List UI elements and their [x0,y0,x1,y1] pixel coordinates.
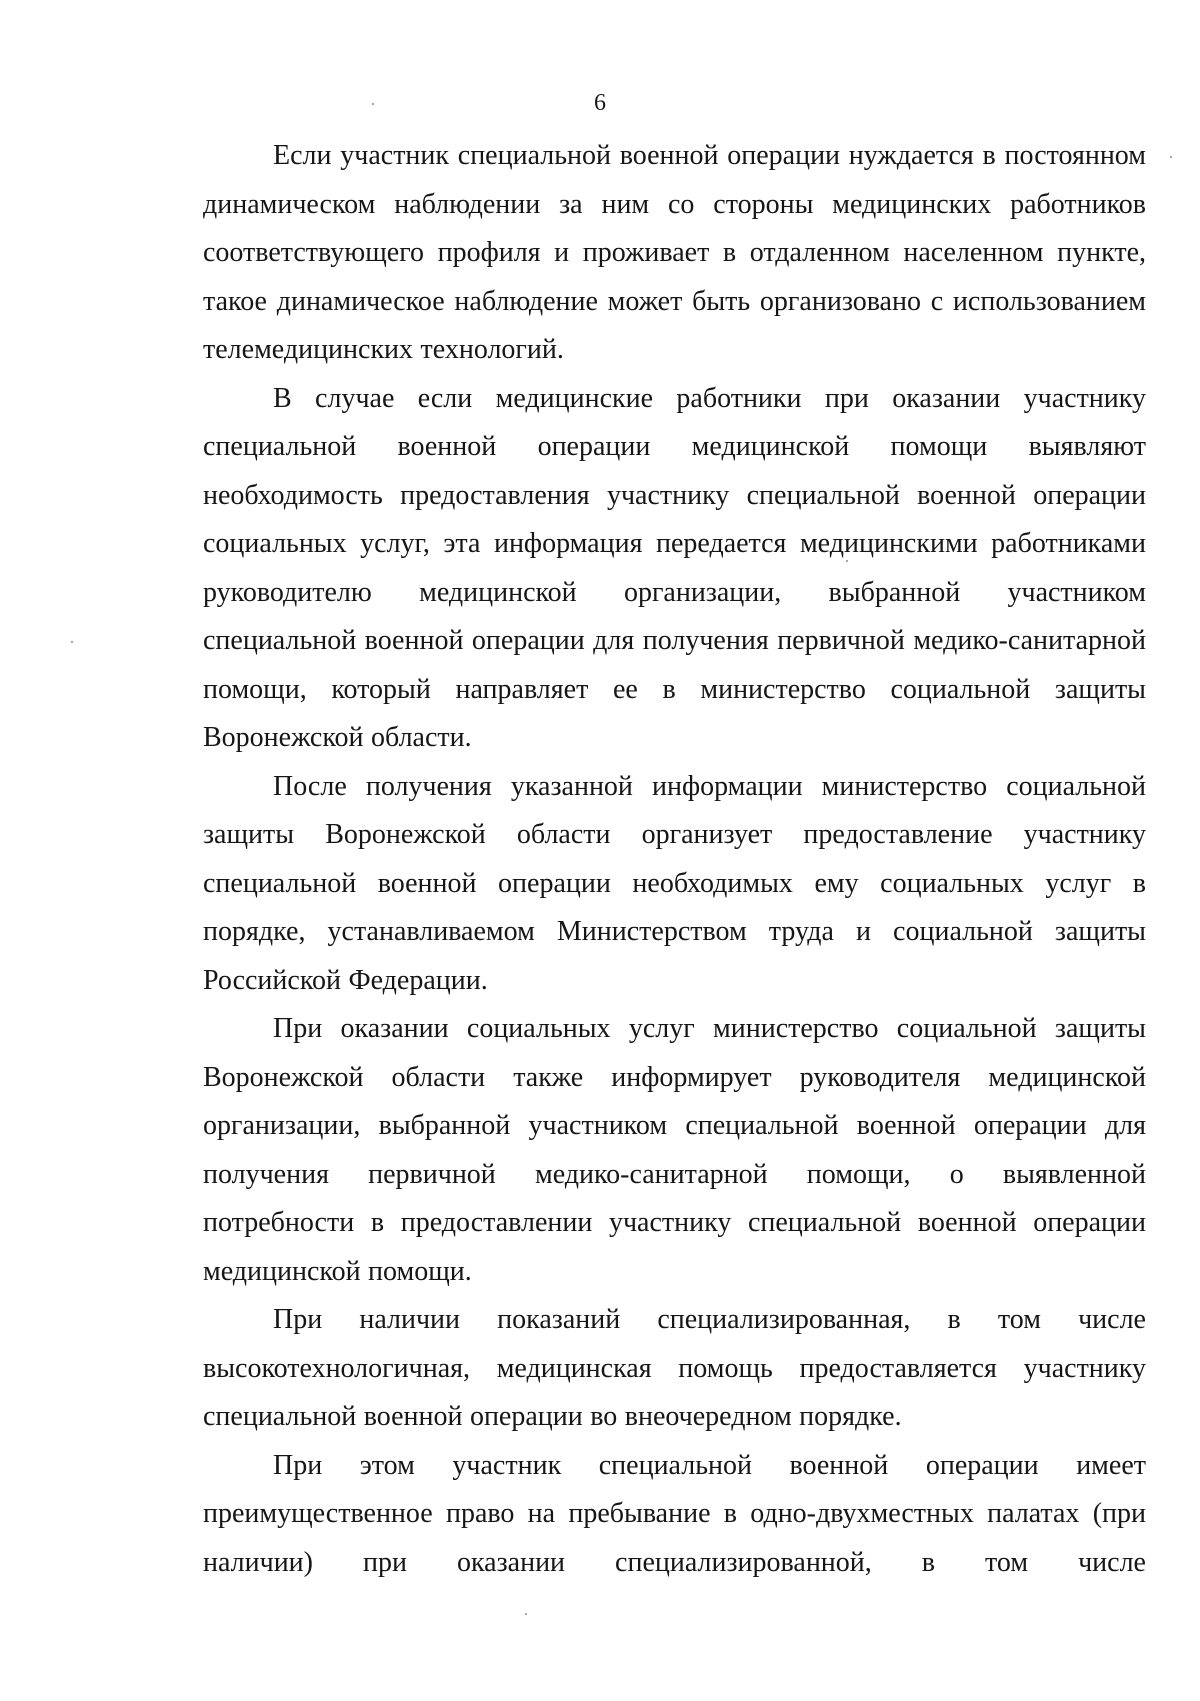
paragraph-medical-need-notification: При оказании социальных услуг министерство социальной защиты Воронежской области также информирует руководителя медицинской организации, выбранной участником специальной военной операции для получения первичной медико-санитарной помощи, о выявленной потребности в предоставлении участнику специальной военной операции медицинской помощи. [203,1013,1146,1287]
scan-speck [372,103,374,105]
scan-speck [1170,156,1172,158]
page-number: 6 [594,90,606,116]
paragraph-ward-priority: При этом участник специальной военной операции имеет преимущественное право на пребывание в одно-двухместных палатах (при наличии) при оказании специализированной, в том числе [203,1449,1146,1578]
scan-speck [525,1613,527,1615]
paragraph-specialized-care: При наличии показаний специализированная, в том числе высокотехнологичная, медицинская помощь предоставляется участнику специальной военной операции во внеочередном порядке. [203,1304,1146,1432]
scan-speck [71,641,73,643]
document-body [203,132,1146,1587]
paragraph-telemedicine: Если участник специальной военной операции нуждается в постоянном динамическом наблюдении за ним со стороны медицинских работников соответствующего профиля и проживает в отдаленном населенном пункте, такое динамическое наблюдение может быть организовано с использованием телемедицинских технологий. [203,140,1146,365]
scan-speck [846,560,848,562]
paragraph-social-services-provision: После получения указанной информации министерство социальной защиты Воронежской области организует предоставление участнику специальной военной операции необходимых ему социальных услуг в порядке, устанавливаемом Министерством труда и социальной защиты Российской Федерации. [203,770,1146,996]
paragraph-social-services-need: В случае если медицинские работники при оказании участнику специальной военной операции медицинской помощи выявляют необходимость предоставления участнику специальной военной операции социальных услуг, эта информация передается медицинскими работниками руководителю медицинской организации, выбранной участником специальной военной операции для получения первичной медико-санитарной помощи, который направляет ее в министерство социальной защиты Воронежской области. [203,382,1146,753]
